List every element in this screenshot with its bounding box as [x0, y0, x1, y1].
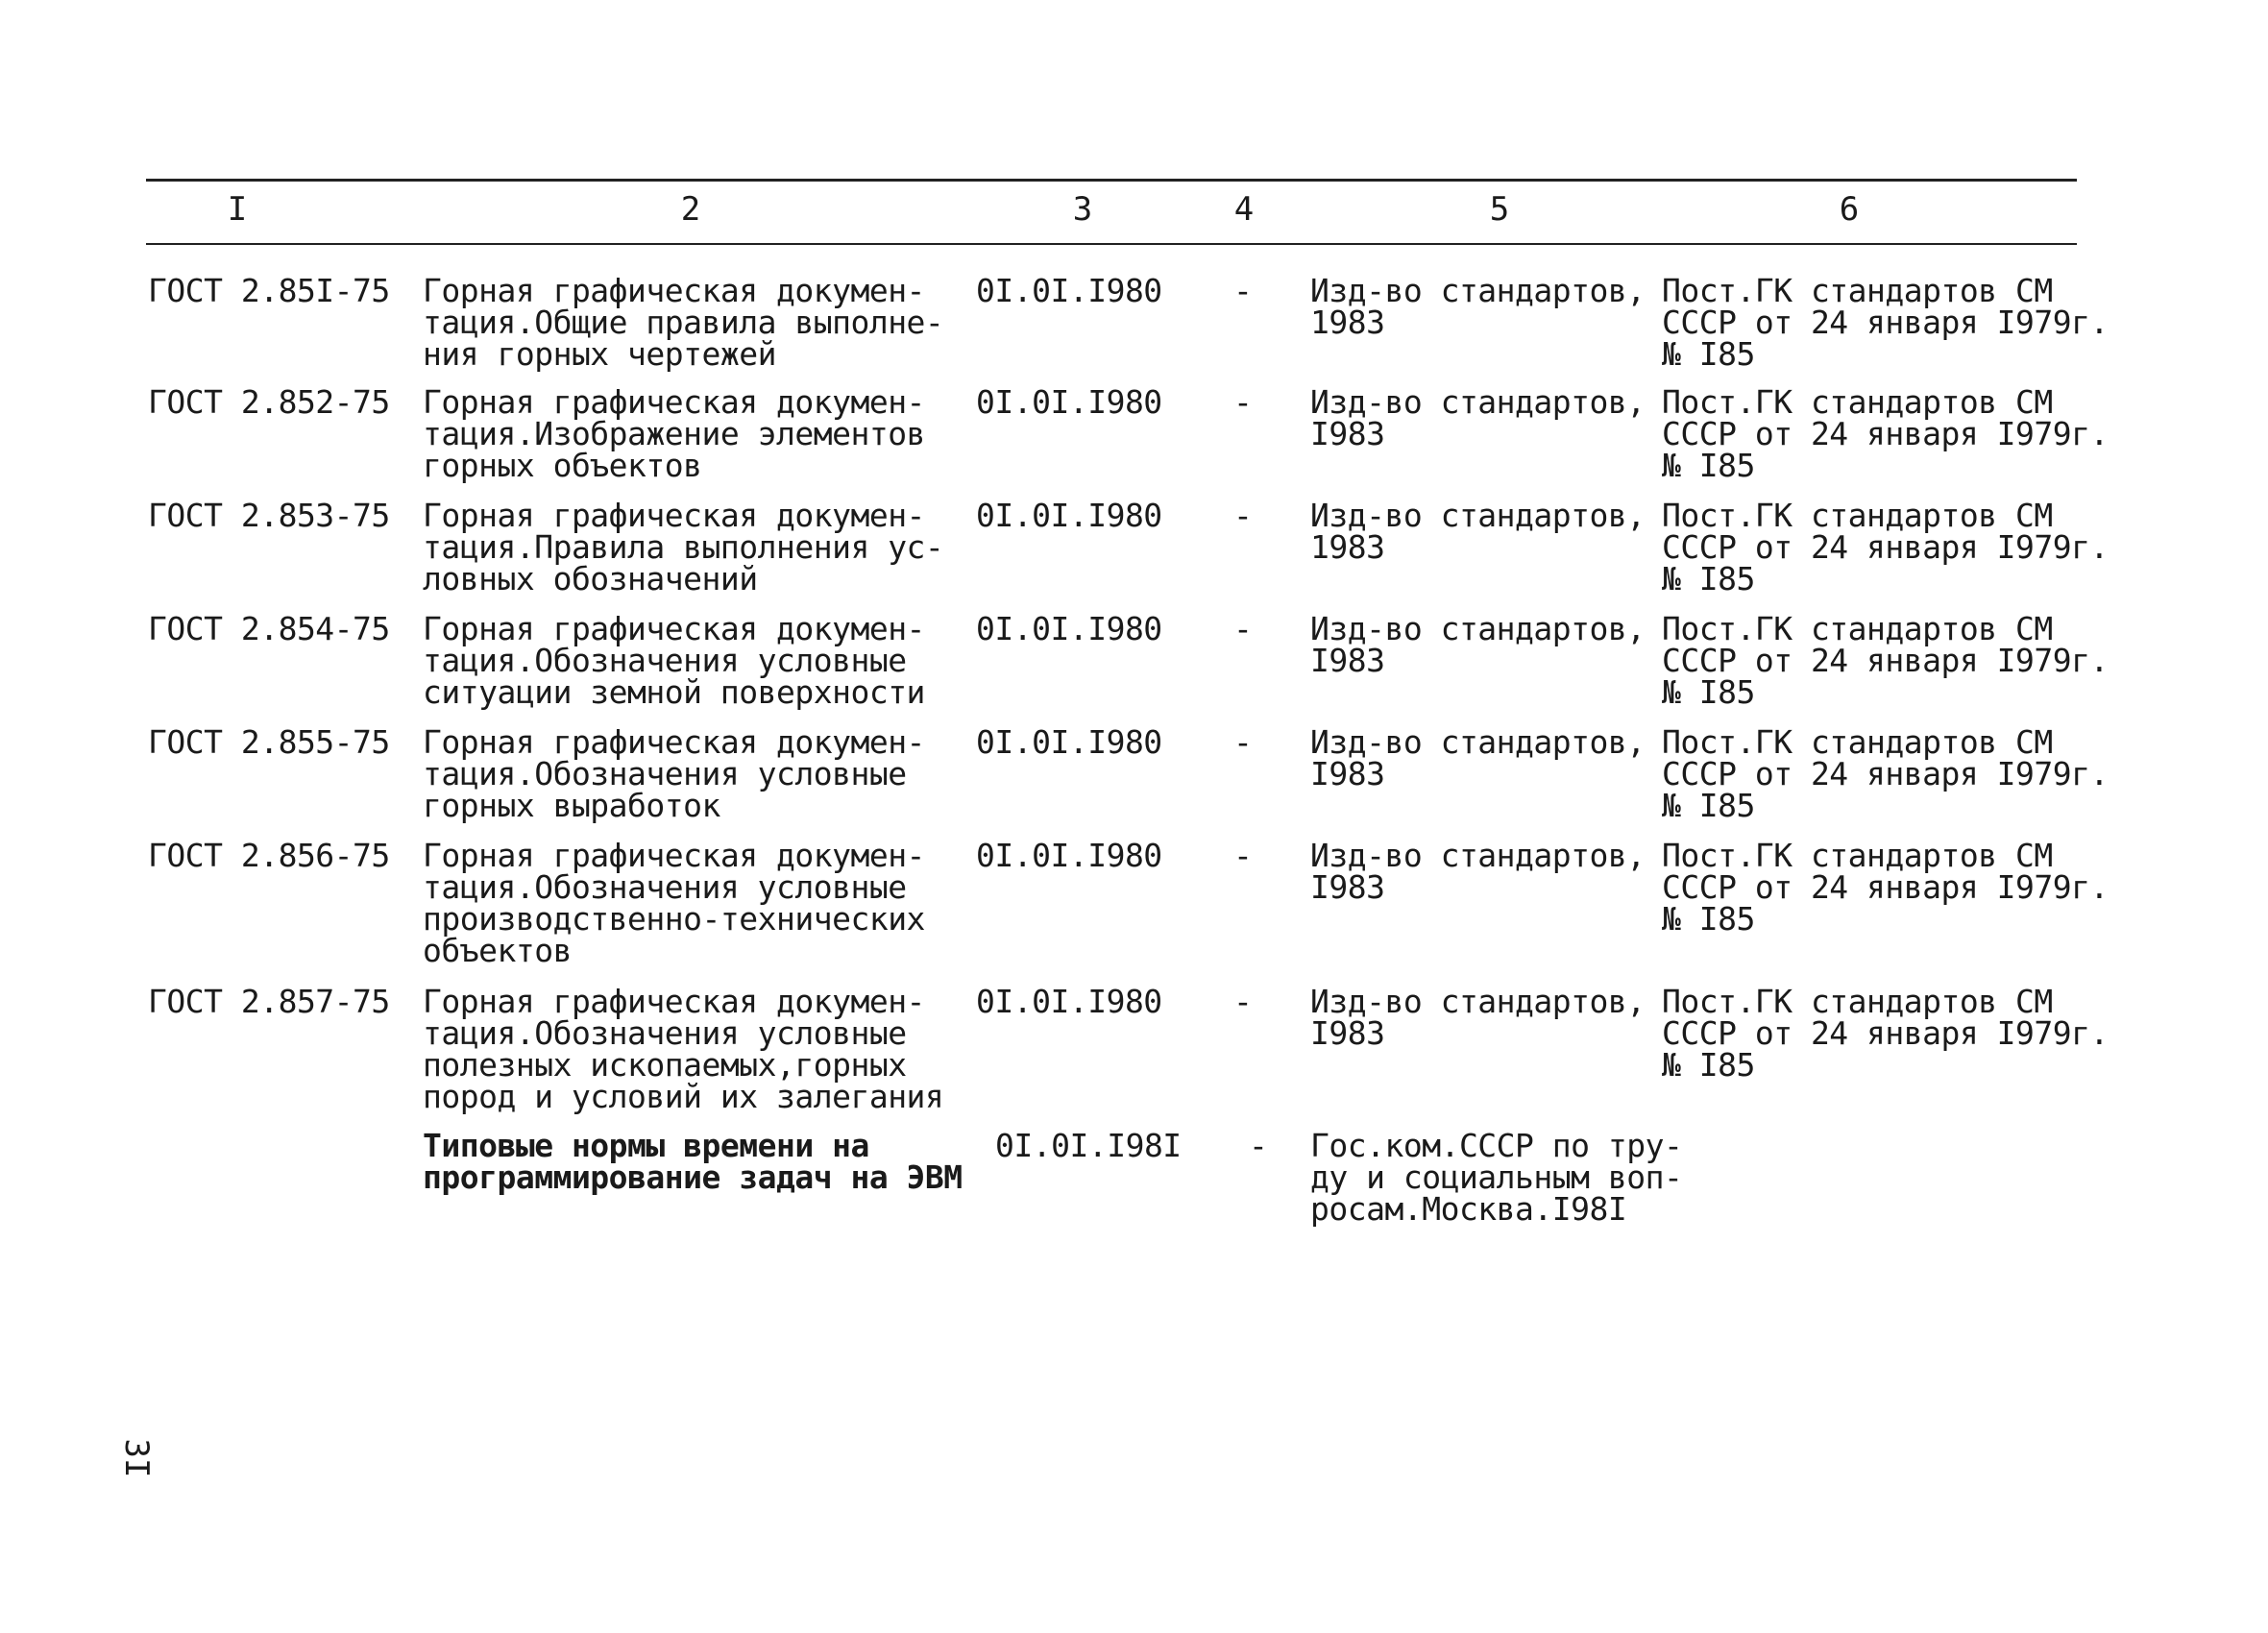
row-2-dash: - — [1233, 383, 1253, 421]
row-2-title: Горная графическая докумен- тация.Изображение элементов горных объектов — [423, 383, 925, 484]
row-4-designation: ГОСТ 2.854-75 — [148, 610, 390, 647]
row-5-dash: - — [1233, 723, 1253, 761]
row-6-title: Горная графическая докумен- тация.Обозначения условные производственно-технических объектов — [423, 837, 925, 969]
row-2-approval: Пост.ГК стандартов СМ СССР от 24 января I979г. № I85 — [1662, 383, 2109, 484]
table-top-rule — [146, 179, 2077, 182]
row-1-dash: - — [1233, 272, 1253, 309]
header-col-4: 4 — [1233, 190, 1255, 229]
row-1-date: 0I.0I.I980 — [976, 272, 1162, 309]
row-1-approval: Пост.ГК стандартов СМ СССР от 24 января I979г. № I85 — [1662, 272, 2109, 373]
row-1-title: Горная графическая докумен- тация.Общие правила выполне- ния горных чертежей — [423, 272, 944, 373]
row-4-title: Горная графическая докумен- тация.Обозначения условные ситуации земной поверхности — [423, 610, 925, 711]
header-col-3: 3 — [1072, 190, 1093, 229]
row-3-approval: Пост.ГК стандартов СМ СССР от 24 января I979г. № I85 — [1662, 497, 2109, 597]
row-8-publisher: Гос.ком.СССР по тру- ду и социальным воп- росам.Москва.I98I — [1310, 1127, 1683, 1228]
row-1-publisher: Изд-во стандартов, 1983 — [1310, 272, 1646, 341]
row-3-dash: - — [1233, 497, 1253, 534]
row-3-publisher: Изд-во стандартов, 1983 — [1310, 497, 1646, 566]
row-2-publisher: Изд-во стандартов, I983 — [1310, 383, 1646, 452]
row-3-date: 0I.0I.I980 — [976, 497, 1162, 534]
row-6-approval: Пост.ГК стандартов СМ СССР от 24 января I979г. № I85 — [1662, 837, 2109, 938]
row-6-publisher: Изд-во стандартов, I983 — [1310, 837, 1646, 906]
row-7-dash: - — [1233, 983, 1253, 1020]
table-header-rule — [146, 243, 2077, 245]
row-7-designation: ГОСТ 2.857-75 — [148, 983, 390, 1020]
row-2-date: 0I.0I.I980 — [976, 383, 1162, 421]
row-1-designation: ГОСТ 2.85I-75 — [148, 272, 390, 309]
row-7-publisher: Изд-во стандартов, I983 — [1310, 983, 1646, 1052]
row-6-dash: - — [1233, 837, 1253, 874]
row-8-date: 0I.0I.I98I — [995, 1127, 1182, 1164]
row-3-title: Горная графическая докумен- тация.Правила выполнения ус- ловных обозначений — [423, 497, 944, 597]
row-7-title: Горная графическая докумен- тация.Обозначения условные полезных ископаемых,горных пород и условий их залегания — [423, 983, 944, 1115]
row-4-date: 0I.0I.I980 — [976, 610, 1162, 647]
row-5-designation: ГОСТ 2.855-75 — [148, 723, 390, 761]
header-col-6: 6 — [1839, 190, 1860, 229]
row-6-date: 0I.0I.I980 — [976, 837, 1162, 874]
header-col-1: I — [227, 190, 248, 229]
row-5-title: Горная графическая докумен- тация.Обозначения условные горных выработок — [423, 723, 925, 824]
header-col-5: 5 — [1489, 190, 1510, 229]
page-number: 3I — [117, 1438, 156, 1478]
row-6-designation: ГОСТ 2.856-75 — [148, 837, 390, 874]
row-3-designation: ГОСТ 2.853-75 — [148, 497, 390, 534]
row-2-designation: ГОСТ 2.852-75 — [148, 383, 390, 421]
header-col-2: 2 — [680, 190, 701, 229]
row-5-approval: Пост.ГК стандартов СМ СССР от 24 января I979г. № I85 — [1662, 723, 2109, 824]
row-7-date: 0I.0I.I980 — [976, 983, 1162, 1020]
row-4-approval: Пост.ГК стандартов СМ СССР от 24 января I979г. № I85 — [1662, 610, 2109, 711]
row-5-publisher: Изд-во стандартов, I983 — [1310, 723, 1646, 792]
row-8-title: Типовые нормы времени на программирование задач на ЭВМ — [423, 1127, 963, 1196]
row-8-dash: - — [1249, 1127, 1268, 1164]
row-7-approval: Пост.ГК стандартов СМ СССР от 24 января I979г. № I85 — [1662, 983, 2109, 1084]
row-5-date: 0I.0I.I980 — [976, 723, 1162, 761]
row-4-dash: - — [1233, 610, 1253, 647]
row-4-publisher: Изд-во стандартов, I983 — [1310, 610, 1646, 679]
